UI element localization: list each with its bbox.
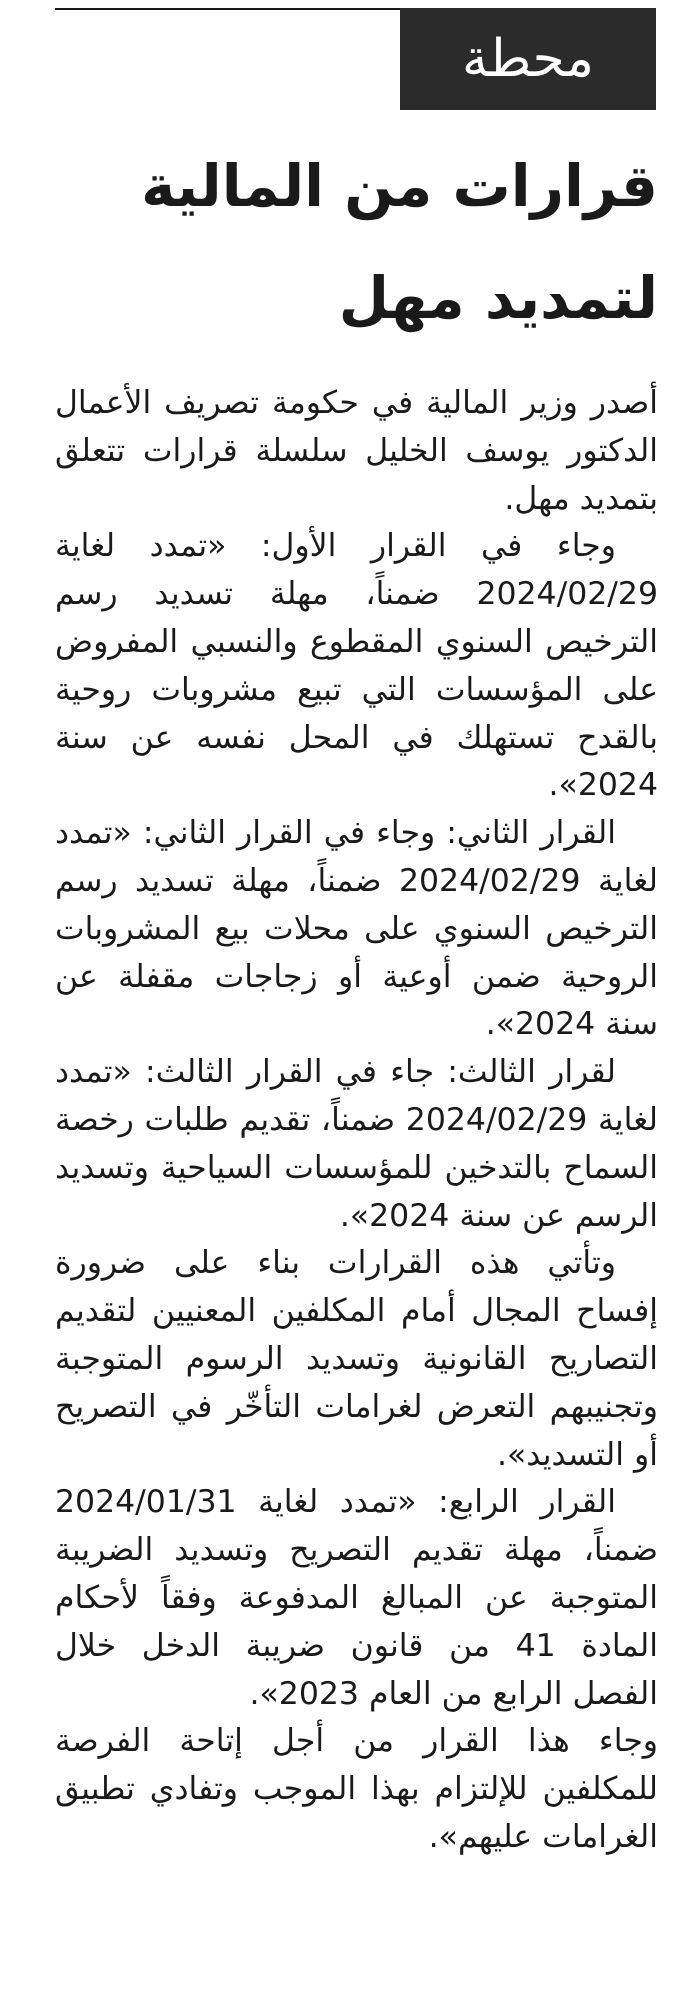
article-paragraph-2: وجاء في القرار الأول: «تمدد لغاية 2024/02/29 ضمناً، مهلة تسديد رسم الترخيص السنوي المقطوع والنسبي المفروض على المؤسسات التي تبيع مشروبات روحية بالقدح تستهلك في المحل نفسه عن سنة 2024». <box>55 528 658 804</box>
article-paragraph-5: وتأتي هذه القرارات بناء على ضرورة إفساح المجال أمام المكلفين المعنيين لتقديم التصاريح القانونية وتسديد الرسوم المتوجبة وتجنيبهم التعرض لغرامات التأخّر في التصريح أو التسديد». <box>55 1245 658 1473</box>
article-body <box>55 380 658 1862</box>
article-paragraph-7: وجاء هذا القرار من أجل إتاحة الفرصة للمكلفين للإلتزام بهذا الموجب وتفادي تطبيق الغرامات عليهم». <box>55 1723 658 1855</box>
article-paragraph-3: القرار الثاني: وجاء في القرار الثاني: «تمدد لغاية 2024/02/29 ضمناً، مهلة تسديد رسم الترخيص السنوي على محلات بيع المشروبات الروحية ضمن أوعية أو زجاجات مقفلة عن سنة 2024». <box>55 815 658 1043</box>
article-headline: قرارات من المالية لتمديد مهل <box>141 152 658 332</box>
article-paragraph-1: أصدر وزير المالية في حكومة تصريف الأعمال الدكتور يوسف الخليل سلسلة قرارات تتعلق بتمديد مهل. <box>55 385 658 517</box>
article-paragraph-4: لقرار الثالث: جاء في القرار الثالث: «تمدد لغاية 2024/02/29 ضمناً، تقديم طلبات رخصة السماح بالتدخين للمؤسسات السياحية وتسديد الرسم عن سنة 2024». <box>55 1054 658 1234</box>
article-paragraph-6: القرار الرابع: «تمدد لغاية 2024/01/31 ضمناً، مهلة تقديم التصريح وتسديد الضريبة المتوجبة عن المبالغ المدفوعة وفقاً لأحكام المادة 41 من قانون ضريبة الدخل خلال الفصل الرابع من العام 2023». <box>55 1484 659 1712</box>
top-rule <box>55 8 400 10</box>
section-tag: محطة <box>400 8 656 110</box>
